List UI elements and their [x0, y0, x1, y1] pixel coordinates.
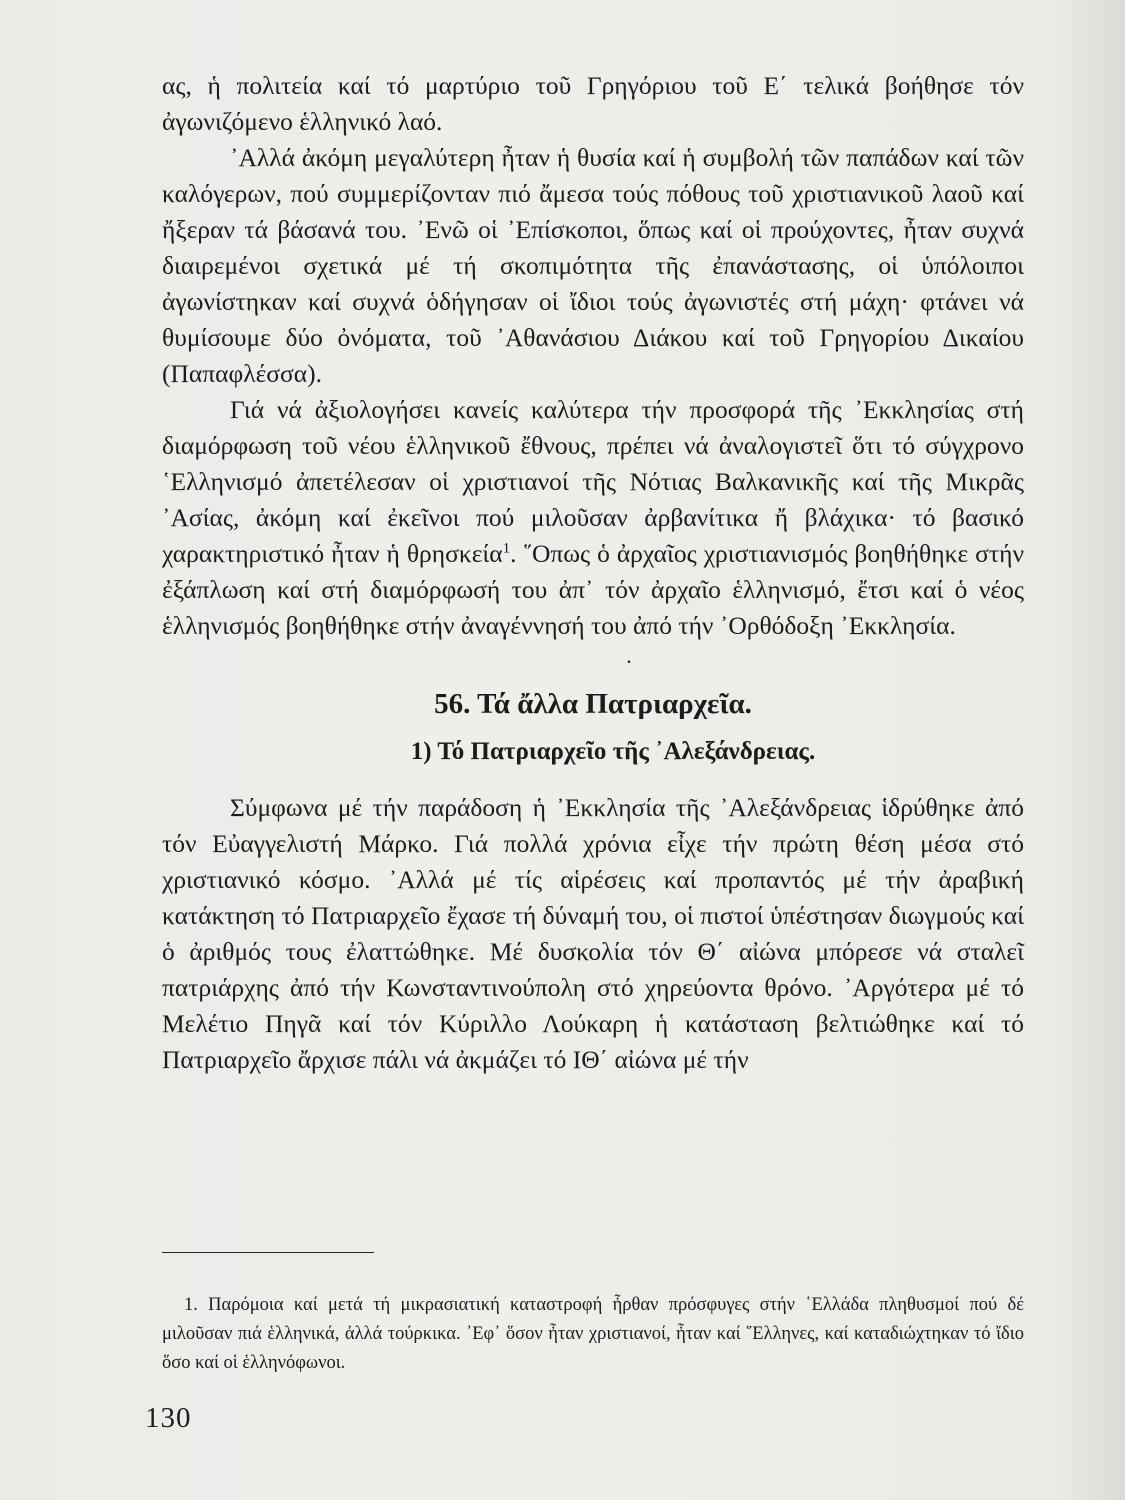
paragraph-continuation: ας, ἡ πολιτεία καί τό μαρτύριο τοῦ Γρηγόριου τοῦ Ε΄ τελικά βοήθησε τόν ἀγωνιζόμενο ἑλληνικό λαό. [162, 71, 1024, 136]
chapter-title: 56. Τά ἄλλα Πατριαρχεῖα. [434, 688, 752, 720]
main-text [162, 68, 1024, 1078]
footnote-divider [162, 1252, 374, 1253]
paragraph-clergy-sacrifice: ᾿Αλλά ἀκόμη μεγαλύτερη ἦταν ἡ θυσία καί ἡ συμβολή τῶν παπάδων καί τῶν καλόγερων, πού συμμερίζονταν πιό ἄμεσα τούς πόθους τοῦ χριστιανικοῦ λαοῦ καί ἤξεραν τά βάσανά του. ᾿Ενῶ οἱ ᾿Επίσκοποι, ὅπως καί οἱ προύχοντες, ἦταν συχνά διαιρεμένοι σχετικά μέ τή σκοπιμότητα τῆς ἐπανάστασης, οἱ ὑπόλοιποι ἀγωνίστηκαν καί συχνά ὁδήγησαν οἱ ἴδιοι τούς ἀγωνιστές στή μάχη· φτάνει νά θυμίσουμε δύο ὀνόματα, τοῦ ᾿Αθανάσιου Διάκου καί τοῦ Γρηγορίου Δικαίου (Παπαφλέσσα). [162, 143, 1024, 388]
paragraph-church-contribution-part2: . ῞Οπως ὁ ἀρχαῖος χριστιανισμός βοηθήθηκε στήν ἐξάπλωση καί στή διαμόρφωσή του ἀπ᾿ τόν ἀρχαῖο ἑλληνισμό, ἔτσι καί ὁ νέος ἑλληνισμός βοηθήθηκε στήν ἀναγέννησή του ἀπό τήν ᾿Ορθόδοξη ᾿Εκκλησία. [162, 539, 1024, 640]
paragraph-alexandria: Σύμφωνα μέ τήν παράδοση ἡ ᾿Εκκλησία τῆς ᾿Αλεξάνδρειας ἱδρύθηκε ἀπό τόν Εὐαγγελιστή Μάρκο. Γιά πολλά χρόνια εἶχε τήν πρώτη θέση μέσα στό χριστιανικό κόσμο. ᾿Αλλά μέ τίς αἱρέσεις καί προπαντός μέ τήν ἀραβική κατάκτηση τό Πατριαρχεῖο ἔχασε τή δύναμή του, οἱ πιστοί ὑπέστησαν διωγμούς καί ὁ ἀριθμός τους ἐλαττώθηκε. Μέ δυσκολία τόν Θ΄ αἰώνα μπόρεσε νά σταλεῖ πατριάρχης ἀπό τήν Κωνσταντινούπολη στό χηρεύοντα θρόνο. ᾿Αργότερα μέ τό Μελέτιο Πηγᾶ καί τόν Κύριλλο Λούκαρη ἡ κατάσταση βελτιώθηκε καί τό Πατριαρχεῖο ἄρχισε πάλι νά ἀκμάζει τό ΙΘ΄ αἰώνα μέ τήν [162, 793, 1024, 1074]
footnote-reference: 1 [502, 540, 511, 557]
page-number: 130 [145, 1402, 192, 1434]
paragraph-church-contribution-part1: Γιά νά ἀξιολογήσει κανείς καλύτερα τήν προσφορά τῆς ᾿Εκκλησίας στή διαμόρφωση τοῦ νέου ἑλληνικοῦ ἔθνους, πρέπει νά ἀναλογιστεῖ ὅτι τό σύγχρονο ῾Ελληνισμό ἀπετέλεσαν οἱ χριστιανοί τῆς Νότιας Βαλκανικῆς καί τῆς Μικρᾶς ᾿Ασίας, ἀκόμη καί ἐκεῖνοι πού μιλοῦσαν ἀρβανίτικα ἤ βλάχικα· τό βασικό χαρακτηριστικό ἦταν ἡ θρησκεία [162, 395, 1024, 568]
footnote: 1. Παρόμοια καί μετά τή μικρασιατική καταστροφή ἦρθαν πρόσφυγες στήν ῾Ελλάδα πληθυσμοί πού δέ μιλοῦσαν πιά ἑλληνικά, ἀλλά τούρκικα. ᾿Εφ᾿ ὅσον ἦταν χριστιανοί, ἦταν καί ῞Ελληνες, καί καταδιώχτηκαν τό ἴδιο ὅσο καί οἱ ἑλληνόφωνοι. [162, 1294, 1024, 1373]
paragraph-church-contribution [162, 392, 1024, 644]
section-title: 1) Τό Πατριαρχεῖο τῆς ᾿Αλεξάνδρειας. [410, 738, 816, 765]
page-edge-shadow [1055, 0, 1125, 1500]
separator-mark: · [625, 649, 633, 674]
